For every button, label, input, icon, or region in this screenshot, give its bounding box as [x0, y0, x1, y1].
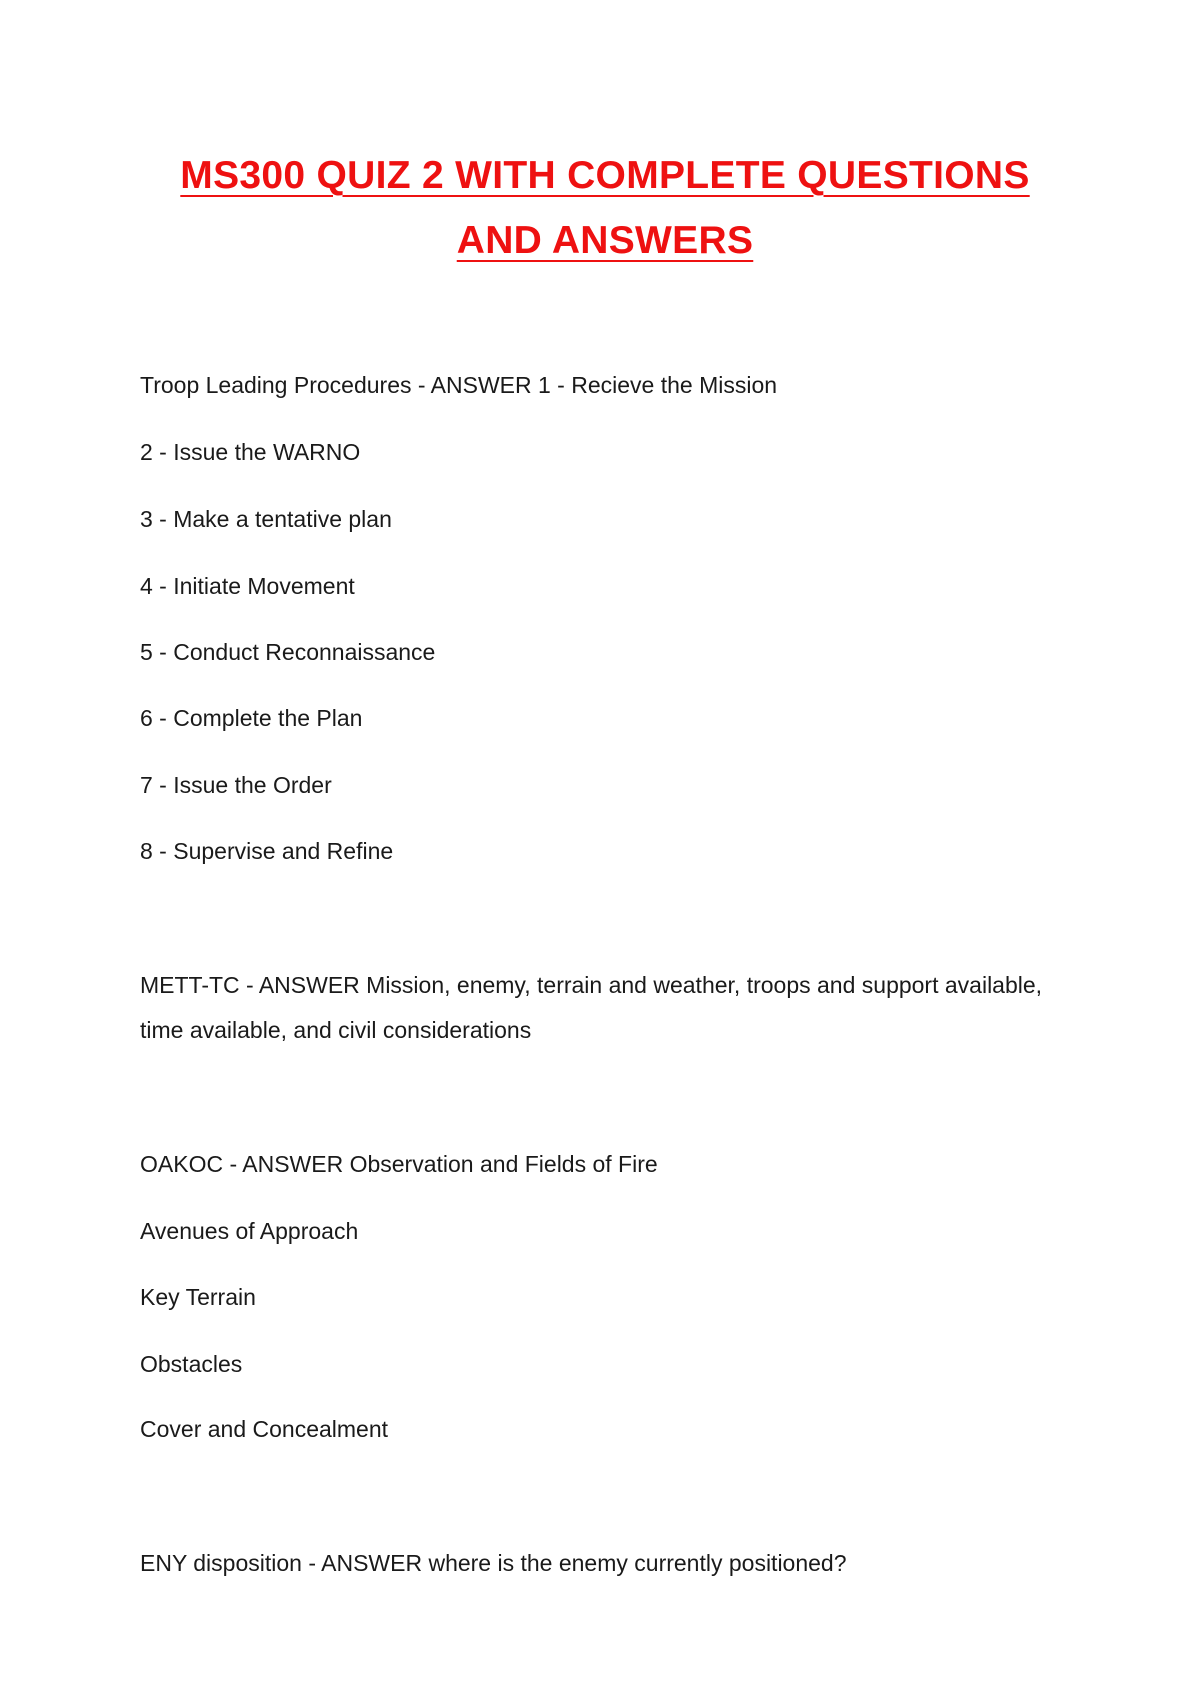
qa-tlp-line-3: 3 - Make a tentative plan — [140, 506, 392, 532]
qa-oakoc-line-2: Avenues of Approach — [140, 1218, 359, 1244]
qa-tlp-line-4: 4 - Initiate Movement — [140, 573, 355, 599]
qa-mett-tc-line-2: time available, and civil considerations — [140, 1017, 532, 1043]
qa-mett-tc-line-1: METT-TC - ANSWER Mission, enemy, terrain and weather, troops and support available, — [140, 972, 1043, 998]
qa-oakoc-line-4: Obstacles — [140, 1351, 243, 1377]
qa-tlp-line-2: 2 - Issue the WARNO — [140, 439, 361, 465]
qa-tlp-line-6: 6 - Complete the Plan — [140, 705, 363, 731]
qa-eny-disposition-line-1: ENY disposition - ANSWER where is the enemy currently positioned? — [140, 1550, 847, 1576]
qa-tlp-line-8: 8 - Supervise and Refine — [140, 838, 394, 864]
qa-oakoc-line-1: OAKOC - ANSWER Observation and Fields of Fire — [140, 1151, 658, 1177]
qa-tlp-line-5: 5 - Conduct Reconnaissance — [140, 639, 436, 665]
qa-tlp-line-1: Troop Leading Procedures - ANSWER 1 - Recieve the Mission — [140, 372, 778, 398]
document-title-line-1: MS300 QUIZ 2 WITH COMPLETE QUESTIONS — [180, 154, 1030, 197]
qa-tlp-line-7: 7 - Issue the Order — [140, 772, 332, 798]
qa-oakoc-line-5: Cover and Concealment — [140, 1416, 389, 1442]
document-title-line-2: AND ANSWERS — [456, 219, 754, 262]
qa-oakoc-line-3: Key Terrain — [140, 1284, 256, 1310]
